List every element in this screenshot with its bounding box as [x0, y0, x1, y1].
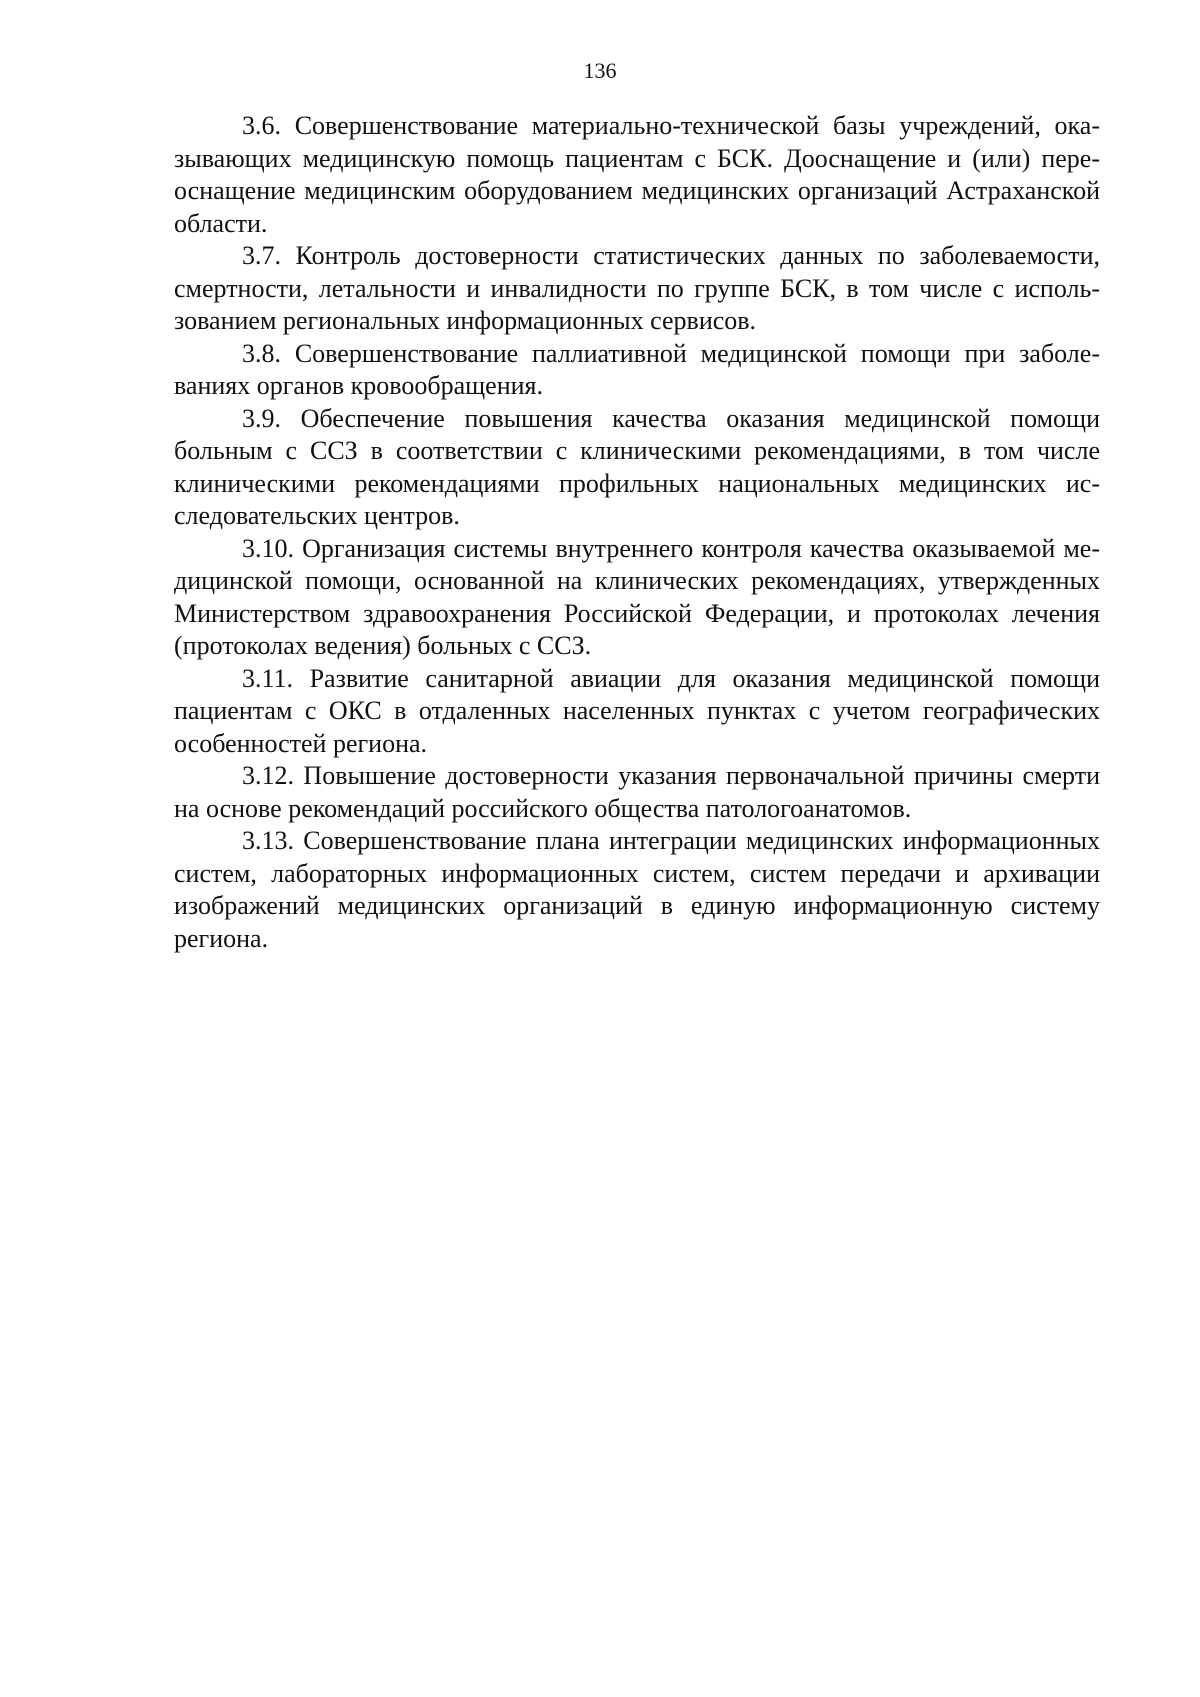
paragraph-3-6: 3.6. Совершенствование материально-технической базы учреждений, оказывающих медицинскую помощь пациентам с БСК. Дооснащение и (или) переоснащение медицинским оборудованием медицинских организаций Астраханской области. — [174, 111, 1100, 238]
paragraph-3-7: 3.7. Контроль достоверности статистических данных по заболеваемости, смертности, летальности и инвалидности по группе БСК, в том числе с использованием региональных информационных сервисов. — [174, 241, 1100, 335]
paragraph-3-9: 3.9. Обеспечение повышения качества оказания медицинской помощи больным с ССЗ в соответствии с клиническими рекомендациями, в том числе клиническими рекомендациями профильных национальных медицинских исследовательских центров. — [174, 403, 1100, 530]
paragraph-3-12: 3.12. Повышение достоверности указания первоначальной причины смерти на основе рекомендаций российского общества патологоанатомов. — [174, 761, 1100, 823]
paragraph-3-11: 3.11. Развитие санитарной авиации для оказания медицинской помощи пациентам с ОКС в отдаленных населенных пунктах с учетом географических особенностей региона. — [174, 663, 1100, 758]
paragraph-3-13: 3.13. Совершенствование плана интеграции медицинских информационных систем, лабораторных информационных систем, систем передачи и архивации изображений медицинских организаций в единую информационную систему региона. — [174, 826, 1100, 953]
paragraph-3-10: 3.10. Организация системы внутреннего контроля качества оказываемой медицинской помощи, основанной на клинических рекомендациях, утвержденных Министерством здравоохранения Российской Федерации, и протоколах лечения (протоколах ведения) больных с ССЗ. — [174, 533, 1100, 660]
page-number: 136 — [583, 58, 617, 83]
paragraph-3-8: 3.8. Совершенствование паллиативной медицинской помощи при заболеваниях органов кровообращения. — [174, 338, 1100, 400]
document-body — [174, 110, 1100, 955]
